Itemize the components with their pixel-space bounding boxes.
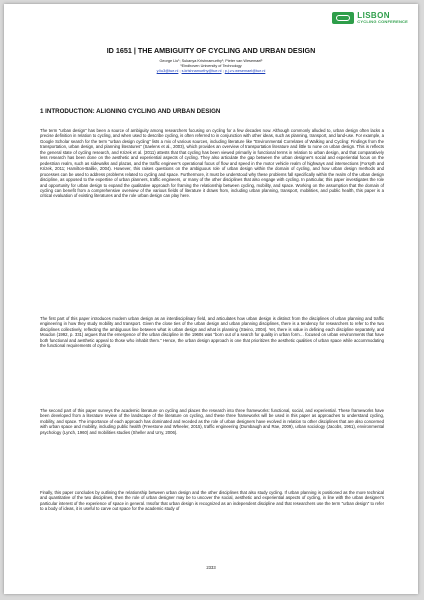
logo-line-1: LISBON [357,11,390,20]
logo-line-2: CYCLING CONFERENCE [357,19,408,24]
page-number: 2333 [206,565,216,570]
paper-title: ID 1651 | THE AMBIGUITY OF CYCLING AND URBAN DESIGN [106,46,316,55]
body-paragraph-3: The second part of this paper surveys the academic literature on cycling and places the research into three frameworks: functional, social, and experiential. These frameworks have been developed from a literature review of the landscape of the literature on cycling, and these three frameworks will be used in this paper as approaches to understand cycling, mobility, and space. The importance of each approach has dominated and receded as the role of urban designers have evolved in relation to other disciplines that are also concerned with urban space and mobility, including public health (Freestone and Wheeler, 2015), traffic engineering (Dumbaugh and Rae, 2009), urban sociology (Jacobs, 1961), environmental psychology (Lynch, 1960) and mobilities studies (Sheller and Urry, 2006). [40,408,384,435]
email-separator: ; [221,69,225,73]
body-paragraph-2: The first part of this paper introduces modern urban design as an interdisciplinary field, and articulates how urban design is distinct from the disciplines of urban planning and traffic engineering in how they study mobility and transport. Given the close ties of the urban design and urban planning disciplines, there is a tendency for researchers to refer to the two disciplines collectively, reflecting the ambiguous line between what is urban design and what is planning (Steino, 2004). Yet, there is value in defining each discipline separately, and Moudon (1992, p. 331) argues that the emergence of the urban discipline in the 1960s was "born out of a search for quality in urban form… focused on urban environments that have both functional and aesthetic appeal to those who inhabit them." Hence, the urban design approach is one that prioritizes the aesthetic qualities of urban space while accommodating the functional requirements of cycling. [40,316,384,349]
section-heading: 1 INTRODUCTION: ALIGNING CYCLING AND URBAN DESIGN [40,108,221,115]
author-emails [44,69,378,74]
body-paragraph-1: The term "urban design" has been a source of ambiguity among researchers focusing on cycling for a few decades now. Although commonly alluded to, urban design often lacks a precise definition in relation to cycling, and when used to describe cycling, is often referred to in conjunction with other ideas, such as planning, transport, and land-use. For example, a Google Scholar search for the term "urban design cycling" lists a mix of various sources, including literature like "Environmental Correlates of Walking and Cycling: Findings from the transportation, urban design, and planning literatures" (Saelens et al., 2003), which provides an overview of transportation literature and little to none on urban design. This is reflects the general state of cycling research, and Krizek et al. (2011) attests that that cycling has been viewed primarily in functional terms in relation to urban design, and that comparatively less research has been done on the aesthetic and experiential aspects of cycling. They also articulate the gap between the urban designer's social and experiential focus on the pedestrian realm, such as sidewalks and plazas, and the traffic engineer's operational focus of flow and speed in the motor vehicle realm of highways and intersections (Forsyth and Krizek, 2011; Hamilton-Baillie, 2004). However, this raises questions on the ambiguous role of urban design within the domain of cycling, and how urban design methods and processes can be used to address problems related to cycling and space. Furthermore, it must be understood why these problems fall specifically within the realm of the urban design discipline, as opposed to the expertise of urban planners, traffic engineers, or many of the other disciplines that also engage with cycling. In particular, this paper investigates the role and opportunity for urban design to expand the qualitative approach for framing the relationship between cycling, mobility, and space. Working on the assumption that the domain of cycling can benefit from a comprehensive overview of the various fields of literature it draws from, including urban planning, transport, mobilities, and public health, this paper is a critical evaluation of existing literatures and the role urban design can play here. [40,128,384,199]
paper-page [4,4,418,594]
author-email-link[interactable]: y.liu3@tue.nl [156,69,179,73]
email-separator: ; [178,69,182,73]
author-block [44,59,378,74]
author-affiliation: ¹Eindhoven University of Technology [180,64,242,68]
bicycle-logo-icon [332,12,354,24]
author-email-link[interactable]: s.krishnamurthy@tue.nl [181,69,222,73]
conference-logo [332,12,408,24]
body-paragraph-4: Finally, this paper concludes by outlining the relationship between urban design and the other disciplines that also study cycling. If urban planning is positioned as the more technical and quantitative of the two disciplines, then the role of urban designer may be to uncover the social, aesthetic and experiential aspects of cycling, in line with the urban designer's particular interest of the experience of space in general. Insofar that urban design is recognized as an independent discipline and that researchers use the term "urban design" to refer to a body of ideas, it is useful to carve out space for the academic study of [40,490,384,512]
logo-text [357,12,408,24]
author-names: George Liu¹; Sukanya Krishnamurthy¹; Pieter van Wesemael¹ [159,59,263,63]
author-email-link[interactable]: p.j.v.v.wesemael@tue.nl [224,69,266,73]
